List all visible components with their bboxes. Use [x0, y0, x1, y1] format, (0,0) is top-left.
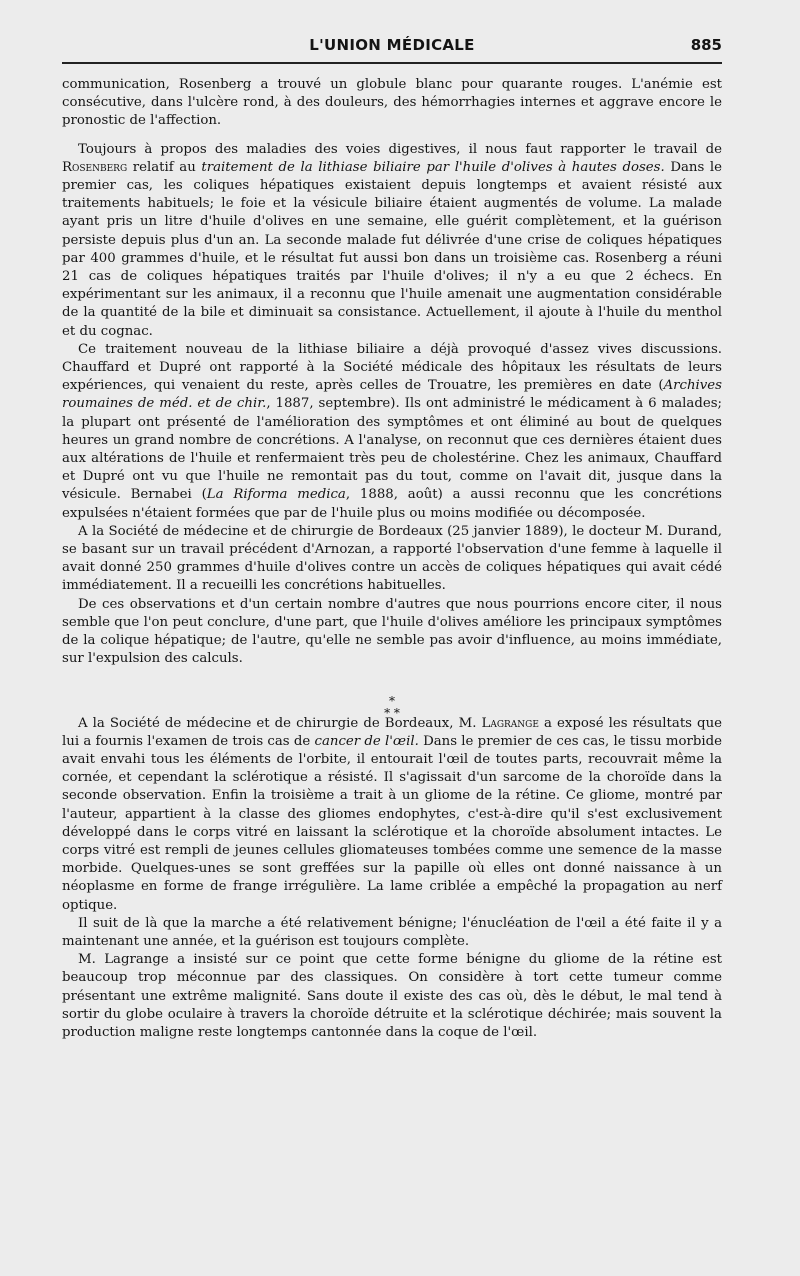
running-head [62, 36, 722, 58]
asterism-bottom: * * [384, 705, 400, 720]
page-number: 885 [690, 36, 722, 54]
paragraph-text: Toujours à propos des maladies des voies digestives, il nous faut rapporter le travail de [78, 141, 722, 157]
paragraph-benign-form [62, 951, 722, 1042]
paragraph-text: communication, Rosenberg a trouvé un globule blanc pour quarante rouges. L'anémie est consécutive, dans l'ulcère rond, à des douleurs, des hémorrhagies internes et aggrave encore le pronostic de l'affection. [62, 77, 722, 129]
header-rule [62, 62, 722, 64]
paragraph-conclusion [62, 596, 722, 669]
paragraph-discussions [62, 341, 722, 523]
paragraph-text: De ces observations et d'un certain nombre d'autres que nous pourrions encore citer, il nous semble que l'on peut conclure, d'une part, que l'huile d'olives améliore les principaux symptômes de la colique hépatique; de l'autre, qu'elle ne semble pas avoir d'influence, au moins immédiate, sur l'expulsion des calculs. [62, 596, 722, 667]
paragraph-text: M. Lagrange a insisté sur ce point que cette forme bénigne du gliome de la rétine est beaucoup trop méconnue par des classiques. On considère à tort cette tumeur comme présentant une extrême malignité. Sans doute il existe des cas où, dès le début, le mal tend à sortir du globe oculaire à travers la choroïde détruite et la sclérotique déchirée; mais souvent la production maligne reste longtemps cantonnée dans la coque de l'œil. [62, 952, 722, 1040]
body-text [62, 76, 722, 1042]
work-title: traitement de la lithiase biliaire par l'huile d'olives à hautes doses. [201, 159, 665, 175]
section-separator [62, 669, 722, 720]
paragraph-rosenberg [62, 141, 722, 341]
paragraph-text: , 1887, septembre). Ils ont administré le médicament à 6 malades; la plupart ont présenté de l'amélioration des symptômes et ont éliminé au bout de quelques heures un grand nombre de concrétions. A l'analyse, on reconnut que ces dernières étaient dues aux altérations de l'huile et renfermaient très peu de cholestérine. Chez les animaux, Chauffard et Dupré ont vu que l'huile ne remontait pas du tout, comme on l'avait dit, jusque dans la vésicule. Bernabei ( [62, 396, 722, 503]
asterism-top: * [389, 693, 395, 708]
paragraph-continuation [62, 76, 722, 131]
paragraph-text: Il suit de là que la marche a été relativement bénigne; l'énucléation de l'œil a été faite il y a maintenant une année, et la guérison est toujours complète. [62, 915, 722, 949]
paragraph-outcome [62, 915, 722, 951]
citation: Archives roumaines de méd. et de chir. [62, 378, 722, 412]
author-name: Rosenberg [62, 159, 128, 175]
paragraph-text: A la Société de médecine et de chirurgie de Bordeaux (25 janvier 1889), le docteur M. Durand, se basant sur un travail précédent d'Arnozan, a rapporté l'observation d'une femme à laquelle il avait donné 250 grammes d'huile d'olives contre un accès de coliques hépatiques qui avait cédé immédiatement. Il a recueilli les concrétions habituelles. [62, 523, 722, 594]
paragraph-text: , 1888, août) a aussi reconnu que les concrétions expulsées n'étaient formées que par de l'huile plus ou moins modifiée ou décomposée. [62, 487, 722, 521]
topic-term: cancer de l'œil. [314, 733, 419, 749]
paragraph-lagrange [62, 715, 722, 915]
citation: La Riforma medica [206, 487, 346, 503]
author-name: Lagrange [481, 715, 539, 731]
paragraph-text: a exposé les résultats que lui a fournis l'examen de trois cas de [62, 715, 722, 749]
journal-title: L'UNION MÉDICALE [309, 36, 475, 54]
paragraph-text: Ce traitement nouveau de la lithiase biliaire a déjà provoqué d'assez vives discussions. Chauffard et Dupré ont rapporté à la Société médicale des hôpitaux les résultats de leurs expériences, qui venaient du reste, après celles de Trouatre, les premières en date ( [62, 341, 722, 394]
paragraph-text: relatif au [132, 159, 196, 175]
paragraph-text: Dans le premier de ces cas, le tissu morbide avait envahi tous les éléments de l'orbite, il entourait l'œil de toutes parts, recouvrait même la cornée, et cependant la sclérotique a résisté. Il s'agissait d'un sarcome de la choroïde dans la seconde observation. Enfin la troisième a trait à un gliome de la rétine. Ce gliome, montré par l'auteur, appartient à la classe des gliomes endophytes, c'est-à-dire qu'il s'est exclusivement développé dans le corps vitré en laissant la sclérotique et la choroïde absolument intactes. Le corps vitré est rempli de jeunes cellules gliomateuses tombées comme une semence de la masse morbide. Quelques-unes se sont greffées sur la papille où elles ont donné naissance à un néoplasme en forme de frange irrégulière. La lame criblée a empêché la propagation au nerf optique. [62, 733, 723, 913]
paragraph-text: A la Société de médecine et de chirurgie de Bordeaux, M. [78, 715, 477, 731]
paragraph-bordeaux-durand [62, 523, 722, 596]
paragraph-gap [62, 131, 722, 141]
paragraph-text: Dans le premier cas, les coliques hépatiques existaient depuis longtemps et avaient résisté aux traitements habituels; le foie et la vésicule biliaire étaient augmentés de volume. La malade ayant pris un litre d'huile d'olives en une semaine, elle guérit complètement, et la guérison persiste depuis plus d'un an. La seconde malade fut délivrée d'une crise de coliques hépatiques par 400 grammes d'huile, et le résultat fut aussi bon dans un troisième cas. Rosenberg a réuni 21 cas de coliques hépatiques traités par l'huile d'olives; il n'y a eu que 2 échecs. En expérimentant sur les animaux, il a reconnu que l'huile amenait une augmentation considérable de la quantité de la bile et diminuait sa consistance. Actuellement, il ajoute à l'huile du menthol et du cognac. [62, 159, 723, 339]
